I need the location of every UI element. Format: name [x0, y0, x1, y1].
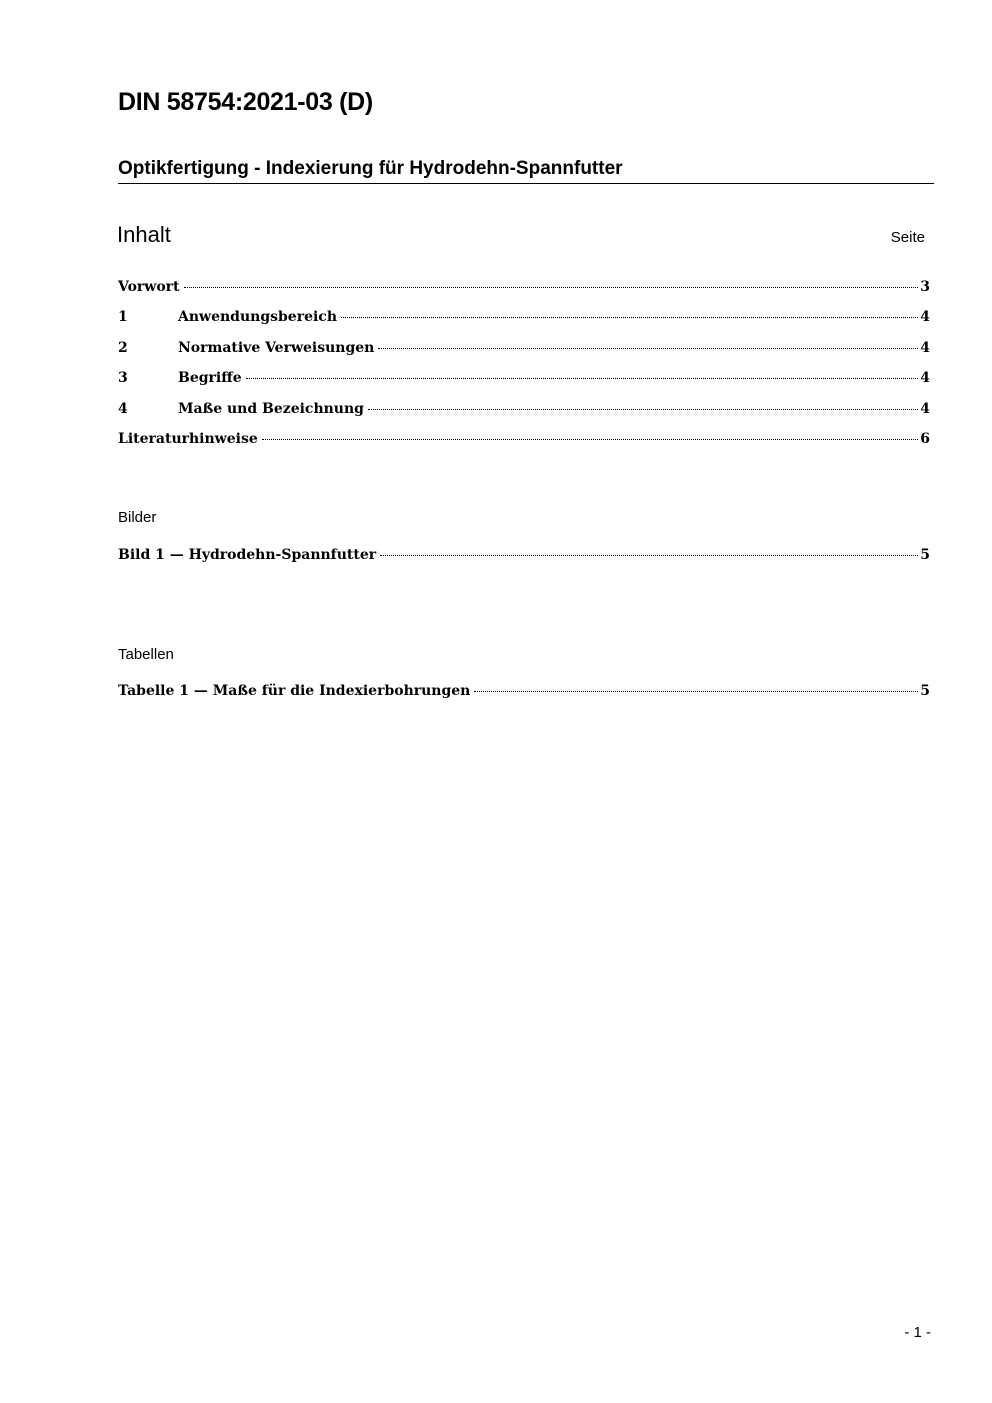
toc-dot-leader: [474, 690, 918, 692]
toc-entry-normative-verweisungen[interactable]: [118, 340, 930, 370]
toc-dot-leader: [368, 408, 918, 410]
figure-entry-text: Bild 1 — Hydrodehn-Spannfutter: [118, 547, 377, 563]
toc-entry-masse-und-bezeichnung[interactable]: [118, 401, 930, 431]
document-title: Optikfertigung - Indexierung für Hydrodehn-Spannfutter: [118, 158, 623, 179]
toc-dot-leader: [380, 554, 918, 556]
toc-entry-text: Anwendungsbereich: [178, 309, 337, 326]
table-entry-tabelle-1[interactable]: [118, 683, 930, 713]
toc-dot-leader: [184, 286, 919, 288]
toc-entry-text: Vorwort: [118, 279, 180, 295]
toc-entry-vorwort[interactable]: [118, 279, 930, 309]
figure-entry-bild-1[interactable]: [118, 547, 930, 577]
toc-entry-number: 2: [118, 339, 128, 356]
toc-heading: Inhalt: [117, 222, 171, 247]
toc-entry-literaturhinweise[interactable]: [118, 431, 930, 461]
toc-dot-leader: [341, 316, 918, 318]
toc-entry-text: Maße und Bezeichnung: [178, 400, 364, 417]
figures-list: [118, 547, 930, 577]
toc-entry-number: 3: [118, 370, 128, 387]
toc-entry-text: Literaturhinweise: [118, 430, 258, 447]
toc-list: [118, 279, 930, 461]
toc-entry-page: 6: [920, 430, 930, 447]
toc-entry-text: Begriffe: [178, 370, 242, 387]
tables-heading: Tabellen: [118, 646, 174, 663]
toc-entry-page: 4: [920, 370, 930, 387]
toc-entry-text: Normative Verweisungen: [178, 339, 375, 356]
toc-entry-page: 4: [920, 309, 930, 326]
toc-entry-anwendungsbereich[interactable]: [118, 309, 930, 339]
toc-dot-leader: [262, 438, 919, 440]
tables-list: [118, 683, 930, 713]
toc-entry-number: 4: [118, 400, 128, 417]
page-number: - 1 -: [904, 1324, 931, 1341]
page-column-label: Seite: [890, 229, 925, 246]
toc-entry-page: 4: [920, 400, 930, 417]
toc-dot-leader: [378, 347, 918, 349]
table-entry-page: 5: [920, 683, 930, 699]
figures-heading: Bilder: [118, 509, 157, 526]
toc-entry-page: 4: [920, 339, 930, 356]
toc-entry-begriffe[interactable]: [118, 370, 930, 400]
toc-entry-page: 3: [920, 279, 930, 295]
table-entry-text: Tabelle 1 — Maße für die Indexierbohrungen: [118, 683, 471, 699]
document-id: DIN 58754:2021-03 (D): [118, 88, 373, 116]
document-title-bar: [118, 158, 934, 184]
toc-entry-number: 1: [118, 309, 128, 326]
figure-entry-page: 5: [920, 547, 930, 563]
toc-dot-leader: [246, 377, 919, 379]
